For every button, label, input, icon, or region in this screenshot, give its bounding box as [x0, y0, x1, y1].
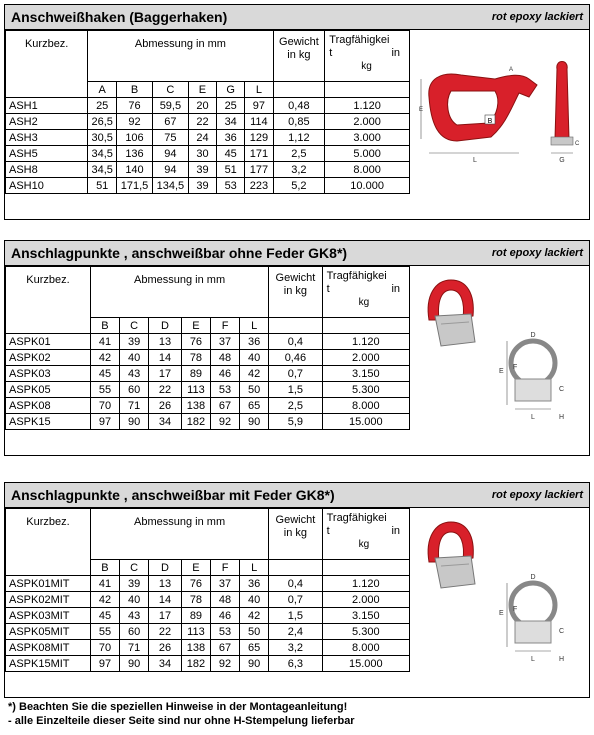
cell-dimension: 25: [217, 98, 245, 114]
cell-gewicht: 0,7: [269, 366, 322, 382]
table-row: [6, 178, 410, 194]
cell-dimension: 34,5: [88, 146, 117, 162]
cell-kurzbez: ASPK05MIT: [6, 624, 91, 640]
cell-kurzbez: ASH5: [6, 146, 88, 162]
cell-dimension: 34: [149, 414, 182, 430]
cell-dimension: 40: [240, 592, 269, 608]
cell-dimension: 78: [181, 592, 210, 608]
cell-dimension: 223: [245, 178, 273, 194]
table-row: [6, 350, 410, 366]
cell-dimension: 22: [149, 624, 182, 640]
lifting-point-spring-drawing: [493, 571, 585, 671]
table-row: [6, 624, 410, 640]
spec-table: [5, 30, 410, 194]
cell-dimension: 67: [211, 640, 240, 656]
section-anschlagpunkte-mit-feder: [4, 482, 590, 698]
cell-gewicht: 0,46: [269, 350, 322, 366]
cell-tragfaehigkeit: 1.120: [322, 576, 409, 592]
cell-dimension: 89: [181, 366, 210, 382]
header-trag-part: in: [391, 47, 400, 59]
cell-tragfaehigkeit: 5.300: [322, 382, 409, 398]
dim-label-h: H: [559, 414, 565, 421]
hook-side-body: [555, 62, 569, 140]
cell-dimension: 34: [217, 114, 245, 130]
dimension-letter: B: [90, 318, 119, 334]
cell-dimension: 140: [117, 162, 153, 178]
header-trag-part: t: [326, 283, 330, 295]
cell-gewicht: 5,2: [273, 178, 325, 194]
cell-gewicht: 2,4: [269, 624, 322, 640]
table-row: [6, 382, 410, 398]
cell-dimension: 14: [149, 350, 182, 366]
empty-cell: [269, 318, 322, 334]
cell-dimension: 76: [181, 334, 210, 350]
header-tragfaehigkeit: [322, 267, 409, 318]
cell-gewicht: 5,9: [269, 414, 322, 430]
cell-dimension: 138: [181, 398, 210, 414]
dim-label-c: C: [559, 628, 565, 635]
dim-label-e: E: [499, 368, 504, 375]
cell-kurzbez: ASPK03MIT: [6, 608, 91, 624]
cell-dimension: 36: [217, 130, 245, 146]
cell-tragfaehigkeit: 10.000: [325, 178, 410, 194]
cell-gewicht: 1,12: [273, 130, 325, 146]
section-title: Anschweißhaken (Baggerhaken): [11, 9, 228, 25]
dim-label-e: E: [419, 107, 424, 113]
dimension-letter: E: [181, 560, 210, 576]
cell-dimension: 113: [181, 624, 210, 640]
dim-label-l: L: [531, 414, 535, 421]
header-trag-part: in: [391, 525, 400, 537]
empty-cell: [273, 82, 325, 98]
cell-tragfaehigkeit: 8.000: [322, 398, 409, 414]
table-row: [6, 98, 410, 114]
cell-dimension: 76: [117, 98, 153, 114]
cell-tragfaehigkeit: 1.120: [325, 98, 410, 114]
cell-dimension: 39: [188, 162, 216, 178]
header-trag-line: kg: [358, 297, 370, 308]
cell-dimension: 134,5: [152, 178, 188, 194]
header-kurzbez: Kurzbez.: [6, 267, 91, 334]
cell-dimension: 42: [90, 592, 119, 608]
cell-dimension: 14: [149, 592, 182, 608]
cell-dimension: 71: [120, 640, 149, 656]
header-gewicht: [269, 509, 322, 560]
header-kurzbez: Kurzbez.: [6, 31, 88, 98]
cell-dimension: 67: [211, 398, 240, 414]
cell-tragfaehigkeit: 2.000: [322, 592, 409, 608]
section-anschweisshaken: [4, 4, 590, 220]
section-title: Anschlagpunkte , anschweißbar mit Feder GK8*): [11, 487, 335, 503]
cell-dimension: 22: [188, 114, 216, 130]
empty-cell: [269, 560, 322, 576]
finish-label: rot epoxy lackiert: [491, 11, 583, 23]
cell-kurzbez: ASH2: [6, 114, 88, 130]
cell-dimension: 36: [240, 334, 269, 350]
cell-dimension: 94: [152, 146, 188, 162]
cell-dimension: 92: [117, 114, 153, 130]
cell-dimension: 114: [245, 114, 273, 130]
header-gewicht-line: in kg: [287, 49, 311, 61]
table-header-row: [6, 509, 410, 560]
dim-label-e: E: [499, 610, 504, 617]
header-tragfaehigkeit: [322, 509, 409, 560]
cell-dimension: 39: [120, 576, 149, 592]
header-tragfaehigkeit: [325, 31, 410, 82]
cell-dimension: 45: [90, 366, 119, 382]
cell-kurzbez: ASPK02: [6, 350, 91, 366]
cell-tragfaehigkeit: 5.300: [322, 624, 409, 640]
cell-dimension: 50: [240, 382, 269, 398]
dim-label-l: L: [473, 157, 477, 164]
cell-dimension: 136: [117, 146, 153, 162]
dimension-letter: L: [240, 560, 269, 576]
empty-cell: [325, 82, 410, 98]
cell-gewicht: 0,85: [273, 114, 325, 130]
dimension-letter: L: [245, 82, 273, 98]
dimension-letter: B: [117, 82, 153, 98]
dimension-letter: D: [149, 318, 182, 334]
cell-dimension: 92: [211, 414, 240, 430]
dimension-letter: F: [211, 560, 240, 576]
cell-dimension: 106: [117, 130, 153, 146]
spec-table: [5, 266, 410, 430]
section-title: Anschlagpunkte , anschweißbar ohne Feder GK8*): [11, 245, 348, 261]
cell-gewicht: 3,2: [273, 162, 325, 178]
header-gewicht-line: in kg: [283, 285, 308, 297]
cell-dimension: 97: [245, 98, 273, 114]
cell-tragfaehigkeit: 15.000: [322, 656, 409, 672]
dim-label-c: C: [559, 386, 565, 393]
cell-dimension: 26,5: [88, 114, 117, 130]
header-gewicht-line: in kg: [283, 527, 308, 539]
spec-table: [5, 508, 410, 672]
cell-dimension: 53: [211, 624, 240, 640]
table-row: [6, 130, 410, 146]
cell-kurzbez: ASPK01MIT: [6, 576, 91, 592]
dim-label-c: C: [575, 141, 580, 147]
cell-tragfaehigkeit: 3.000: [325, 130, 410, 146]
cell-dimension: 78: [181, 350, 210, 366]
cell-kurzbez: ASH3: [6, 130, 88, 146]
table-header-row: [6, 31, 410, 82]
finish-label: rot epoxy lackiert: [491, 489, 583, 501]
cell-dimension: 41: [90, 334, 119, 350]
cell-dimension: 138: [181, 640, 210, 656]
dim-label-d: D: [530, 574, 536, 581]
dimension-letter: E: [181, 318, 210, 334]
cell-dimension: 30,5: [88, 130, 117, 146]
dimension-letter: C: [152, 82, 188, 98]
dim-label-l: L: [531, 656, 535, 663]
cell-dimension: 50: [240, 624, 269, 640]
cell-tragfaehigkeit: 8.000: [322, 640, 409, 656]
cell-dimension: 92: [211, 656, 240, 672]
empty-cell: [322, 560, 409, 576]
cell-dimension: 40: [240, 350, 269, 366]
table-row: [6, 592, 410, 608]
weld-hook-figure: [417, 49, 592, 169]
cell-gewicht: 6,3: [269, 656, 322, 672]
cell-dimension: 34: [149, 656, 182, 672]
header-abmessung: Abmessung in mm: [88, 31, 273, 82]
dimension-letter: C: [120, 560, 149, 576]
cell-gewicht: 2,5: [273, 146, 325, 162]
lifting-point-spring-photo: [421, 518, 491, 598]
cell-dimension: 182: [181, 414, 210, 430]
header-gewicht-line: Gewicht: [279, 36, 319, 48]
table-row: [6, 146, 410, 162]
header-kurzbez: Kurzbez.: [6, 509, 91, 576]
cell-dimension: 97: [90, 414, 119, 430]
table-row: [6, 640, 410, 656]
table-row: [6, 162, 410, 178]
cell-dimension: 89: [181, 608, 210, 624]
dim-label-h: H: [559, 656, 565, 663]
dimension-letter: E: [188, 82, 216, 98]
cell-dimension: 20: [188, 98, 216, 114]
header-gewicht-line: Gewicht: [275, 272, 316, 284]
header-trag-line: [327, 525, 408, 538]
table-row: [6, 398, 410, 414]
header-trag-line: kg: [358, 539, 370, 550]
header-trag-part: in: [391, 283, 400, 295]
cell-kurzbez: ASH1: [6, 98, 88, 114]
table-row: [6, 366, 410, 382]
cell-dimension: 60: [120, 624, 149, 640]
dimension-letter: L: [240, 318, 269, 334]
cell-tragfaehigkeit: 15.000: [322, 414, 409, 430]
cell-dimension: 90: [240, 656, 269, 672]
footnote-line: - alle Einzelteile dieser Seite sind nur ohne H-Stempelung lieferbar: [8, 715, 355, 727]
cell-tragfaehigkeit: 1.120: [322, 334, 409, 350]
cell-dimension: 55: [90, 382, 119, 398]
dimension-letter: A: [88, 82, 117, 98]
dimension-letter: F: [211, 318, 240, 334]
cell-dimension: 26: [149, 640, 182, 656]
cell-dimension: 53: [211, 382, 240, 398]
cell-dimension: 53: [217, 178, 245, 194]
dimension-letter: C: [120, 318, 149, 334]
cell-tragfaehigkeit: 5.000: [325, 146, 410, 162]
table-row: [6, 656, 410, 672]
cell-dimension: 34,5: [88, 162, 117, 178]
header-trag-line: kg: [361, 61, 372, 72]
cell-dimension: 42: [240, 366, 269, 382]
footnote: [8, 700, 355, 728]
dim-label-f: F: [513, 606, 518, 613]
cell-kurzbez: ASPK05: [6, 382, 91, 398]
header-trag-line: Tragfähigkei: [326, 270, 387, 282]
cell-dimension: 177: [245, 162, 273, 178]
cell-gewicht: 0,4: [269, 334, 322, 350]
cell-dimension: 129: [245, 130, 273, 146]
cell-dimension: 40: [120, 592, 149, 608]
cell-gewicht: 1,5: [269, 608, 322, 624]
cell-gewicht: 0,7: [269, 592, 322, 608]
cell-dimension: 48: [211, 592, 240, 608]
section-header: [5, 5, 589, 30]
cell-dimension: 17: [149, 366, 182, 382]
table-header-row: [6, 267, 410, 318]
cell-dimension: 37: [211, 334, 240, 350]
cell-kurzbez: ASPK01: [6, 334, 91, 350]
header-trag-line: Tragfähigkei: [329, 34, 390, 46]
header-abmessung: Abmessung in mm: [90, 509, 268, 560]
cell-dimension: 90: [120, 656, 149, 672]
cell-kurzbez: ASH8: [6, 162, 88, 178]
header-trag-line: Tragfähigkei: [326, 512, 387, 524]
header-trag-line: [329, 47, 408, 60]
cell-dimension: 48: [211, 350, 240, 366]
cell-dimension: 76: [181, 576, 210, 592]
cell-tragfaehigkeit: 2.000: [325, 114, 410, 130]
section-header: [5, 483, 589, 508]
dimension-letter: D: [149, 560, 182, 576]
cell-kurzbez: ASPK15MIT: [6, 656, 91, 672]
cell-dimension: 65: [240, 398, 269, 414]
cell-dimension: 65: [240, 640, 269, 656]
table-row: [6, 114, 410, 130]
cell-dimension: 59,5: [152, 98, 188, 114]
section-header: [5, 241, 589, 266]
cell-dimension: 39: [188, 178, 216, 194]
cell-kurzbez: ASPK08MIT: [6, 640, 91, 656]
cell-dimension: 13: [149, 576, 182, 592]
cell-dimension: 36: [240, 576, 269, 592]
cell-dimension: 39: [120, 334, 149, 350]
cell-dimension: 70: [90, 398, 119, 414]
lifting-point-photo: [421, 276, 491, 356]
table-row: [6, 334, 410, 350]
cell-gewicht: 2,5: [269, 398, 322, 414]
cell-gewicht: 0,4: [269, 576, 322, 592]
cell-dimension: 37: [211, 576, 240, 592]
table-row: [6, 608, 410, 624]
cell-dimension: 71: [120, 398, 149, 414]
cell-dimension: 51: [217, 162, 245, 178]
dim-label-f: F: [513, 364, 518, 371]
cell-tragfaehigkeit: 3.150: [322, 366, 409, 382]
cell-dimension: 171: [245, 146, 273, 162]
cell-dimension: 41: [90, 576, 119, 592]
cell-dimension: 113: [181, 382, 210, 398]
cell-gewicht: 1,5: [269, 382, 322, 398]
header-trag-part: t: [329, 47, 333, 59]
cell-dimension: 43: [120, 366, 149, 382]
cell-tragfaehigkeit: 8.000: [325, 162, 410, 178]
dim-label-g: G: [559, 157, 565, 164]
cell-dimension: 45: [217, 146, 245, 162]
header-trag-line: [327, 283, 408, 296]
cell-dimension: 45: [90, 608, 119, 624]
header-trag-part: t: [326, 525, 330, 537]
cell-kurzbez: ASPK08: [6, 398, 91, 414]
cell-dimension: 90: [240, 414, 269, 430]
cell-dimension: 75: [152, 130, 188, 146]
cell-dimension: 25: [88, 98, 117, 114]
section-anschlagpunkte-ohne-feder: [4, 240, 590, 456]
cell-dimension: 60: [120, 382, 149, 398]
cell-kurzbez: ASPK02MIT: [6, 592, 91, 608]
cell-dimension: 67: [152, 114, 188, 130]
cell-gewicht: 3,2: [269, 640, 322, 656]
dim-label-d: D: [530, 332, 536, 339]
cell-dimension: 90: [120, 414, 149, 430]
dim-label-b: B: [487, 118, 493, 125]
header-gewicht: [273, 31, 325, 82]
lifting-point-drawing: [493, 329, 585, 429]
header-gewicht: [269, 267, 322, 318]
cell-dimension: 94: [152, 162, 188, 178]
cell-dimension: 46: [211, 608, 240, 624]
table-row: [6, 576, 410, 592]
cell-dimension: 46: [211, 366, 240, 382]
cell-kurzbez: ASPK15: [6, 414, 91, 430]
cell-tragfaehigkeit: 2.000: [322, 350, 409, 366]
empty-cell: [322, 318, 409, 334]
cell-kurzbez: ASPK03: [6, 366, 91, 382]
dimension-letter: B: [90, 560, 119, 576]
cell-dimension: 42: [240, 608, 269, 624]
dim-label-a: A: [509, 67, 514, 73]
header-gewicht-line: Gewicht: [275, 514, 316, 526]
cell-dimension: 26: [149, 398, 182, 414]
cell-dimension: 182: [181, 656, 210, 672]
cell-dimension: 55: [90, 624, 119, 640]
cell-dimension: 22: [149, 382, 182, 398]
cell-dimension: 43: [120, 608, 149, 624]
footnote-line: *) Beachten Sie die speziellen Hinweise in der Montageanleitung!: [8, 701, 348, 713]
cell-dimension: 13: [149, 334, 182, 350]
cell-dimension: 70: [90, 640, 119, 656]
cell-gewicht: 0,48: [273, 98, 325, 114]
cell-kurzbez: ASH10: [6, 178, 88, 194]
finish-label: rot epoxy lackiert: [491, 247, 583, 259]
cell-dimension: 51: [88, 178, 117, 194]
cell-dimension: 24: [188, 130, 216, 146]
cell-dimension: 171,5: [117, 178, 153, 194]
cell-dimension: 40: [120, 350, 149, 366]
cell-dimension: 30: [188, 146, 216, 162]
table-row: [6, 414, 410, 430]
cell-tragfaehigkeit: 3.150: [322, 608, 409, 624]
cell-dimension: 42: [90, 350, 119, 366]
header-abmessung: Abmessung in mm: [90, 267, 268, 318]
dimension-letter: G: [217, 82, 245, 98]
cell-dimension: 97: [90, 656, 119, 672]
cell-dimension: 17: [149, 608, 182, 624]
